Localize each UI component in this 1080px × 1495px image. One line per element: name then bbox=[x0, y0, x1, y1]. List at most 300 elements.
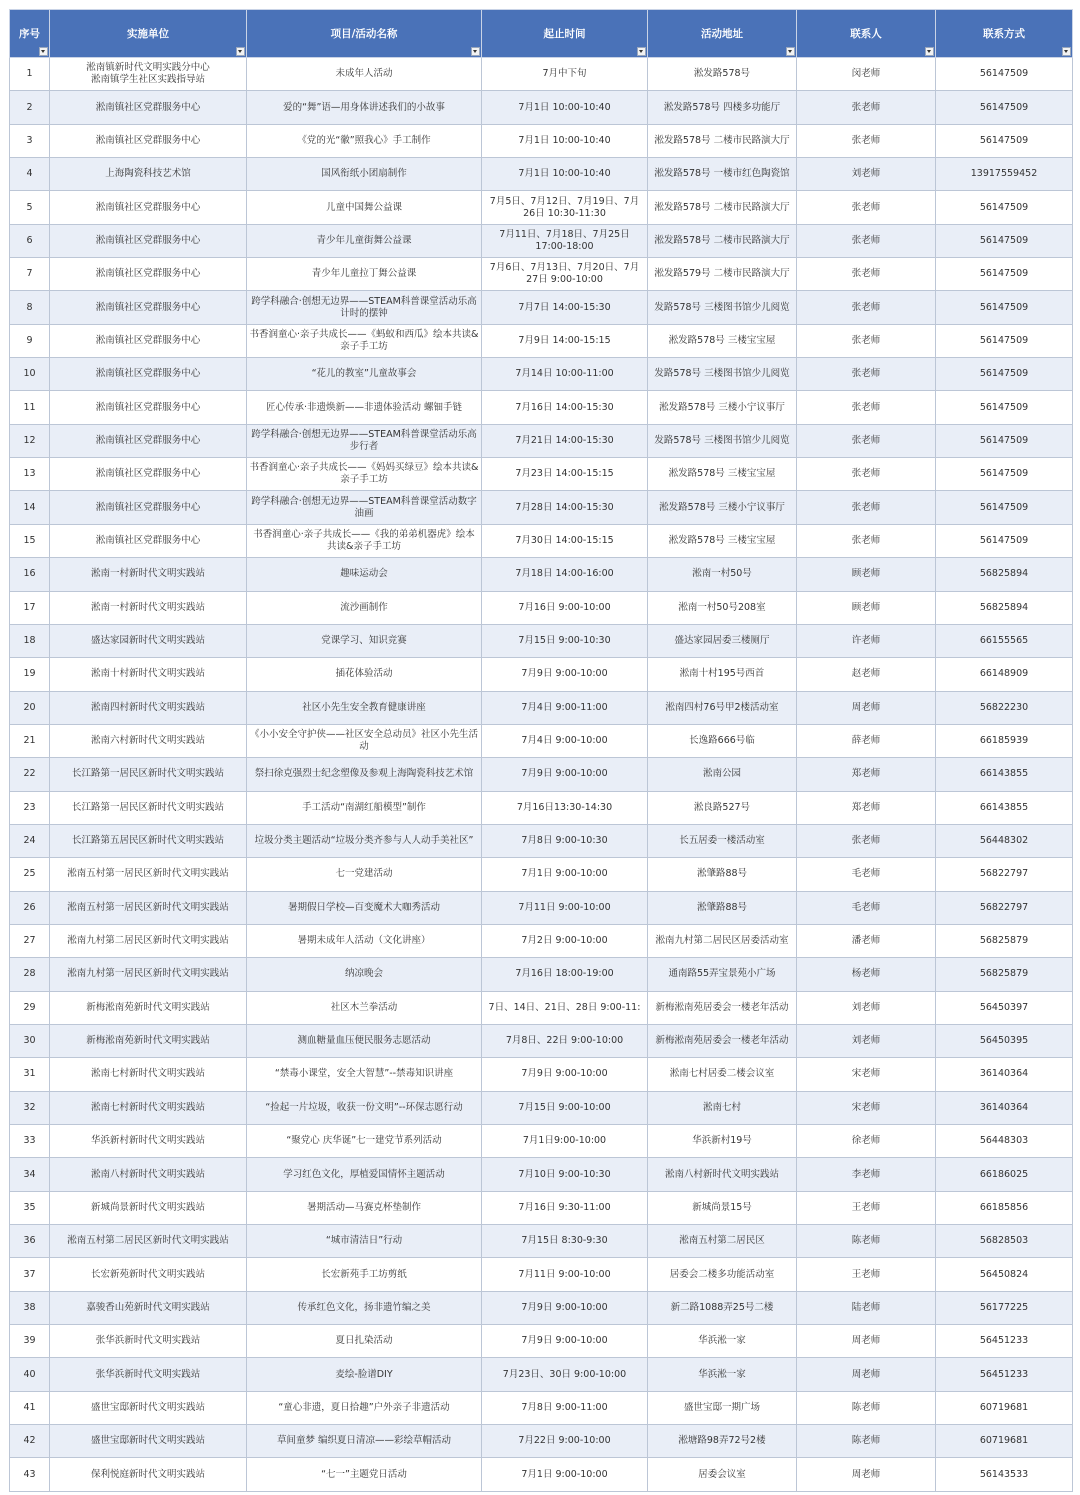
cell-organizer: 盛达家园新时代文明实践站 bbox=[50, 624, 247, 657]
cell-activity-name: 爱的“舞”语—用身体讲述我们的小故事 bbox=[247, 91, 482, 124]
cell-index: 32 bbox=[10, 1091, 50, 1124]
cell-time: 7月16日 9:30-11:00 bbox=[482, 1191, 648, 1224]
cell-activity-name: 跨学科融合·创想无边界——STEAM科普课堂活动数字油画 bbox=[247, 491, 482, 524]
cell-contact-person: 宋老师 bbox=[797, 1091, 936, 1124]
cell-index: 42 bbox=[10, 1425, 50, 1458]
table-row bbox=[10, 791, 1073, 824]
cell-contact-person: 周老师 bbox=[797, 1358, 936, 1391]
column-header-time bbox=[482, 10, 648, 58]
cell-contact-phone: 66155565 bbox=[936, 624, 1073, 657]
dropdown-filter-icon[interactable] bbox=[39, 47, 48, 56]
cell-contact-person: 张老师 bbox=[797, 258, 936, 291]
cell-contact-phone: 60719681 bbox=[936, 1425, 1073, 1458]
cell-organizer: 淞南镇新时代文明实践分中心 淞南镇学生社区实践指导站 bbox=[50, 58, 247, 91]
column-header-label: 联系人 bbox=[850, 28, 882, 40]
cell-index: 19 bbox=[10, 658, 50, 691]
cell-organizer: 长江路第一居民区新时代文明实践站 bbox=[50, 758, 247, 791]
column-header-organizer bbox=[50, 10, 247, 58]
cell-address: 淞发路578号 三楼小宁议事厅 bbox=[648, 491, 797, 524]
cell-contact-phone: 56147509 bbox=[936, 58, 1073, 91]
cell-contact-phone: 56828503 bbox=[936, 1225, 1073, 1258]
cell-time: 7月8日、22日 9:00-10:00 bbox=[482, 1024, 648, 1057]
cell-index: 31 bbox=[10, 1058, 50, 1091]
cell-contact-phone: 56450824 bbox=[936, 1258, 1073, 1291]
cell-time: 7月1日 9:00-10:00 bbox=[482, 1458, 648, 1491]
cell-address: 发路578号 三楼图书馆少儿阅览 bbox=[648, 358, 797, 391]
table-row bbox=[10, 458, 1073, 491]
cell-address: 淞发路578号 一楼市红色陶瓷馆 bbox=[648, 158, 797, 191]
cell-organizer: 淞南镇社区党群服务中心 bbox=[50, 391, 247, 424]
cell-address: 淞发路578号 二楼市民路演大厅 bbox=[648, 191, 797, 224]
cell-index: 18 bbox=[10, 624, 50, 657]
table-row bbox=[10, 624, 1073, 657]
cell-organizer: 淞南八村新时代文明实践站 bbox=[50, 1158, 247, 1191]
cell-index: 23 bbox=[10, 791, 50, 824]
cell-contact-person: 闵老师 bbox=[797, 58, 936, 91]
cell-contact-phone: 56147509 bbox=[936, 291, 1073, 324]
cell-index: 38 bbox=[10, 1291, 50, 1324]
cell-activity-name: “聚党心 庆华诞”七一建党节系列活动 bbox=[247, 1125, 482, 1158]
cell-index: 21 bbox=[10, 724, 50, 757]
cell-address: 发路578号 三楼图书馆少儿阅览 bbox=[648, 424, 797, 457]
cell-contact-phone: 56825894 bbox=[936, 591, 1073, 624]
cell-contact-person: 刘老师 bbox=[797, 1024, 936, 1057]
cell-contact-person: 张老师 bbox=[797, 458, 936, 491]
table-row bbox=[10, 1391, 1073, 1424]
cell-organizer: 淞南一村新时代文明实践站 bbox=[50, 591, 247, 624]
table-row bbox=[10, 91, 1073, 124]
cell-index: 40 bbox=[10, 1358, 50, 1391]
cell-address: 华浜新村19号 bbox=[648, 1125, 797, 1158]
table-row bbox=[10, 891, 1073, 924]
cell-address: 发路578号 三楼图书馆少儿阅览 bbox=[648, 291, 797, 324]
cell-organizer: 淞南镇社区党群服务中心 bbox=[50, 124, 247, 157]
cell-time: 7月9日 14:00-15:15 bbox=[482, 324, 648, 357]
cell-contact-person: 刘老师 bbox=[797, 158, 936, 191]
cell-time: 7月4日 9:00-11:00 bbox=[482, 691, 648, 724]
column-header-activity-name bbox=[247, 10, 482, 58]
table-row bbox=[10, 691, 1073, 724]
table-row bbox=[10, 124, 1073, 157]
table-row bbox=[10, 1191, 1073, 1224]
cell-time: 7月11日、7月18日、7月25日 17:00-18:00 bbox=[482, 224, 648, 257]
cell-address: 淞良路527号 bbox=[648, 791, 797, 824]
cell-activity-name: 匠心传承·非遗焕新——非遗体验活动 螺钿手链 bbox=[247, 391, 482, 424]
cell-time: 7月16日 9:00-10:00 bbox=[482, 591, 648, 624]
table-row bbox=[10, 591, 1073, 624]
cell-activity-name: 学习红色文化，厚植爱国情怀主题活动 bbox=[247, 1158, 482, 1191]
cell-address: 华浜淞一家 bbox=[648, 1325, 797, 1358]
cell-time: 7月9日 9:00-10:00 bbox=[482, 658, 648, 691]
cell-time: 7月1日 10:00-10:40 bbox=[482, 158, 648, 191]
cell-address: 淞发路578号 三楼宝宝屋 bbox=[648, 524, 797, 557]
cell-activity-name: “城市清洁日”行动 bbox=[247, 1225, 482, 1258]
table-row bbox=[10, 358, 1073, 391]
column-header-label: 起止时间 bbox=[543, 28, 586, 40]
cell-organizer: 淞南镇社区党群服务中心 bbox=[50, 358, 247, 391]
activity-table bbox=[9, 9, 1073, 1492]
cell-contact-phone: 56147509 bbox=[936, 524, 1073, 557]
cell-contact-phone: 56147509 bbox=[936, 391, 1073, 424]
cell-organizer: 盛世宝邸新时代文明实践站 bbox=[50, 1425, 247, 1458]
table-row bbox=[10, 658, 1073, 691]
cell-index: 17 bbox=[10, 591, 50, 624]
table-row bbox=[10, 191, 1073, 224]
column-header-label: 活动地址 bbox=[701, 28, 743, 40]
cell-contact-phone: 56147509 bbox=[936, 424, 1073, 457]
dropdown-filter-icon[interactable] bbox=[471, 47, 480, 56]
cell-organizer: 淞南七村新时代文明实践站 bbox=[50, 1091, 247, 1124]
cell-time: 7月9日 9:00-10:00 bbox=[482, 758, 648, 791]
table-row bbox=[10, 824, 1073, 857]
cell-time: 7月15日 9:00-10:00 bbox=[482, 1091, 648, 1124]
cell-organizer: 新梅淞南苑新时代文明实践站 bbox=[50, 991, 247, 1024]
cell-address: 华浜淞一家 bbox=[648, 1358, 797, 1391]
cell-contact-phone: 66143855 bbox=[936, 758, 1073, 791]
cell-contact-person: 陈老师 bbox=[797, 1225, 936, 1258]
cell-time: 7月8日 9:00-10:30 bbox=[482, 824, 648, 857]
cell-address: 淞发路578号 三楼小宁议事厅 bbox=[648, 391, 797, 424]
cell-time: 7月2日 9:00-10:00 bbox=[482, 924, 648, 957]
cell-contact-person: 许老师 bbox=[797, 624, 936, 657]
cell-contact-person: 张老师 bbox=[797, 524, 936, 557]
cell-contact-person: 周老师 bbox=[797, 1458, 936, 1491]
cell-index: 25 bbox=[10, 858, 50, 891]
table-row bbox=[10, 424, 1073, 457]
cell-index: 4 bbox=[10, 158, 50, 191]
cell-index: 29 bbox=[10, 991, 50, 1024]
dropdown-filter-icon[interactable] bbox=[1062, 47, 1071, 56]
cell-address: 淞南五村第二居民区 bbox=[648, 1225, 797, 1258]
cell-contact-person: 周老师 bbox=[797, 1325, 936, 1358]
cell-organizer: 淞南镇社区党群服务中心 bbox=[50, 191, 247, 224]
cell-address: 淞南四村76号甲2楼活动室 bbox=[648, 691, 797, 724]
cell-index: 16 bbox=[10, 558, 50, 591]
cell-organizer: 淞南七村新时代文明实践站 bbox=[50, 1058, 247, 1091]
cell-activity-name: 跨学科融合·创想无边界——STEAM科普课堂活动乐高 计时的摆钟 bbox=[247, 291, 482, 324]
cell-address: 新梅淞南苑居委会一楼老年活动 bbox=[648, 1024, 797, 1057]
cell-index: 13 bbox=[10, 458, 50, 491]
column-header-contact-person bbox=[797, 10, 936, 58]
cell-index: 14 bbox=[10, 491, 50, 524]
cell-contact-person: 陈老师 bbox=[797, 1391, 936, 1424]
cell-time: 7月11日 9:00-10:00 bbox=[482, 1258, 648, 1291]
cell-organizer: 张华浜新时代文明实践站 bbox=[50, 1358, 247, 1391]
cell-address: 淞发路578号 二楼市民路演大厅 bbox=[648, 224, 797, 257]
cell-contact-phone: 56450395 bbox=[936, 1024, 1073, 1057]
cell-index: 7 bbox=[10, 258, 50, 291]
cell-time: 7月15日 9:00-10:30 bbox=[482, 624, 648, 657]
cell-organizer: 淞南镇社区党群服务中心 bbox=[50, 291, 247, 324]
header-row bbox=[10, 10, 1073, 58]
cell-activity-name: 七一党建活动 bbox=[247, 858, 482, 891]
cell-activity-name: 祭扫徐克强烈士纪念塑像及参观上海陶瓷科技艺术馆 bbox=[247, 758, 482, 791]
cell-organizer: 盛世宝邸新时代文明实践站 bbox=[50, 1391, 247, 1424]
cell-organizer: 淞南四村新时代文明实践站 bbox=[50, 691, 247, 724]
cell-organizer: 淞南镇社区党群服务中心 bbox=[50, 91, 247, 124]
cell-time: 7月1日 10:00-10:40 bbox=[482, 124, 648, 157]
cell-address: 盛达家园居委三楼厕厅 bbox=[648, 624, 797, 657]
column-header-label: 项目/活动名称 bbox=[330, 28, 398, 40]
cell-contact-person: 郑老师 bbox=[797, 791, 936, 824]
cell-index: 15 bbox=[10, 524, 50, 557]
cell-activity-name: 暑期假日学校—百变魔术大咖秀活动 bbox=[247, 891, 482, 924]
column-header-index bbox=[10, 10, 50, 58]
cell-contact-phone: 56450397 bbox=[936, 991, 1073, 1024]
cell-time: 7月9日 9:00-10:00 bbox=[482, 1325, 648, 1358]
cell-contact-phone: 56825894 bbox=[936, 558, 1073, 591]
cell-index: 6 bbox=[10, 224, 50, 257]
cell-time: 7月23日 14:00-15:15 bbox=[482, 458, 648, 491]
cell-index: 30 bbox=[10, 1024, 50, 1057]
table-row bbox=[10, 1258, 1073, 1291]
cell-index: 27 bbox=[10, 924, 50, 957]
cell-address: 新城尚景15号 bbox=[648, 1191, 797, 1224]
cell-time: 7月16日 14:00-15:30 bbox=[482, 391, 648, 424]
cell-index: 26 bbox=[10, 891, 50, 924]
cell-contact-person: 张老师 bbox=[797, 324, 936, 357]
table-row bbox=[10, 1024, 1073, 1057]
cell-activity-name: “禁毒小课堂，安全大智慧”--禁毒知识讲座 bbox=[247, 1058, 482, 1091]
table-row bbox=[10, 924, 1073, 957]
cell-index: 9 bbox=[10, 324, 50, 357]
cell-time: 7月18日 14:00-16:00 bbox=[482, 558, 648, 591]
cell-address: 淞发路578号 四楼多功能厅 bbox=[648, 91, 797, 124]
cell-activity-name: 夏日扎染活动 bbox=[247, 1325, 482, 1358]
table-row bbox=[10, 291, 1073, 324]
cell-contact-phone: 56448302 bbox=[936, 824, 1073, 857]
cell-activity-name: 《党的光“徽”照我心》手工制作 bbox=[247, 124, 482, 157]
cell-time: 7月16日 18:00-19:00 bbox=[482, 958, 648, 991]
cell-contact-person: 王老师 bbox=[797, 1258, 936, 1291]
cell-contact-phone: 36140364 bbox=[936, 1091, 1073, 1124]
cell-organizer: 长江路第一居民区新时代文明实践站 bbox=[50, 791, 247, 824]
cell-contact-person: 张老师 bbox=[797, 358, 936, 391]
cell-address: 淞发路578号 三楼宝宝屋 bbox=[648, 458, 797, 491]
activity-schedule-sheet bbox=[9, 9, 1072, 1492]
cell-contact-phone: 56147509 bbox=[936, 458, 1073, 491]
cell-index: 28 bbox=[10, 958, 50, 991]
cell-organizer: 淞南九村第一居民区新时代文明实践站 bbox=[50, 958, 247, 991]
cell-contact-person: 张老师 bbox=[797, 91, 936, 124]
cell-activity-name: 暑期未成年人活动（文化讲座） bbox=[247, 924, 482, 957]
cell-organizer: 淞南镇社区党群服务中心 bbox=[50, 258, 247, 291]
dropdown-filter-icon[interactable] bbox=[925, 47, 934, 56]
cell-contact-person: 潘老师 bbox=[797, 924, 936, 957]
cell-activity-name: 插花体验活动 bbox=[247, 658, 482, 691]
cell-contact-person: 顾老师 bbox=[797, 591, 936, 624]
cell-activity-name: 流沙画制作 bbox=[247, 591, 482, 624]
cell-index: 22 bbox=[10, 758, 50, 791]
cell-index: 37 bbox=[10, 1258, 50, 1291]
cell-activity-name: 测血糖量血压便民服务志愿活动 bbox=[247, 1024, 482, 1057]
cell-time: 7月10日 9:00-10:30 bbox=[482, 1158, 648, 1191]
cell-contact-phone: 56451233 bbox=[936, 1358, 1073, 1391]
table-row bbox=[10, 158, 1073, 191]
cell-contact-phone: 66185939 bbox=[936, 724, 1073, 757]
table-body bbox=[10, 58, 1073, 1492]
cell-time: 7月22日 9:00-10:00 bbox=[482, 1425, 648, 1458]
cell-time: 7月7日 14:00-15:30 bbox=[482, 291, 648, 324]
cell-contact-person: 徐老师 bbox=[797, 1125, 936, 1158]
cell-contact-phone: 56147509 bbox=[936, 124, 1073, 157]
table-row bbox=[10, 224, 1073, 257]
cell-contact-phone: 66143855 bbox=[936, 791, 1073, 824]
table-row bbox=[10, 1125, 1073, 1158]
cell-address: 通南路55弄宝景苑小广场 bbox=[648, 958, 797, 991]
cell-activity-name: 长宏新苑手工坊剪纸 bbox=[247, 1258, 482, 1291]
cell-time: 7月6日、7月13日、7月20日、7月27日 9:00-10:00 bbox=[482, 258, 648, 291]
cell-contact-phone: 66185856 bbox=[936, 1191, 1073, 1224]
table-row bbox=[10, 524, 1073, 557]
cell-contact-person: 杨老师 bbox=[797, 958, 936, 991]
cell-address: 淞发路578号 三楼宝宝屋 bbox=[648, 324, 797, 357]
cell-organizer: 淞南六村新时代文明实践站 bbox=[50, 724, 247, 757]
dropdown-filter-icon[interactable] bbox=[236, 47, 245, 56]
cell-activity-name: 纳凉晚会 bbox=[247, 958, 482, 991]
table-row bbox=[10, 324, 1073, 357]
cell-contact-person: 张老师 bbox=[797, 191, 936, 224]
cell-time: 7月28日 14:00-15:30 bbox=[482, 491, 648, 524]
cell-activity-name: “七一”主题党日活动 bbox=[247, 1458, 482, 1491]
cell-time: 7月1日 10:00-10:40 bbox=[482, 91, 648, 124]
column-header-label: 联系方式 bbox=[983, 28, 1025, 40]
column-header-address bbox=[648, 10, 797, 58]
cell-contact-phone: 56147509 bbox=[936, 191, 1073, 224]
cell-time: 7月16日13:30-14:30 bbox=[482, 791, 648, 824]
cell-address: 淞南九村第二居民区居委活动室 bbox=[648, 924, 797, 957]
cell-contact-phone: 56147509 bbox=[936, 224, 1073, 257]
cell-address: 淞南公园 bbox=[648, 758, 797, 791]
table-row bbox=[10, 1158, 1073, 1191]
cell-address: 淞南一村50号 bbox=[648, 558, 797, 591]
cell-contact-person: 张老师 bbox=[797, 491, 936, 524]
cell-activity-name: 手工活动“南湖红船模型”制作 bbox=[247, 791, 482, 824]
column-header-label: 序号 bbox=[19, 28, 40, 40]
cell-contact-person: 顾老师 bbox=[797, 558, 936, 591]
cell-contact-phone: 56822797 bbox=[936, 858, 1073, 891]
cell-activity-name: “花儿的教室”儿童故事会 bbox=[247, 358, 482, 391]
cell-organizer: 淞南镇社区党群服务中心 bbox=[50, 324, 247, 357]
cell-contact-phone: 60719681 bbox=[936, 1391, 1073, 1424]
cell-contact-person: 陆老师 bbox=[797, 1291, 936, 1324]
cell-activity-name: 《小小安全守护侠——社区安全总动员》社区小先生活动 bbox=[247, 724, 482, 757]
cell-activity-name: 儿童中国舞公益课 bbox=[247, 191, 482, 224]
cell-time: 7月4日 9:00-10:00 bbox=[482, 724, 648, 757]
table-row bbox=[10, 58, 1073, 91]
cell-index: 8 bbox=[10, 291, 50, 324]
cell-contact-phone: 56147509 bbox=[936, 491, 1073, 524]
cell-contact-phone: 56147509 bbox=[936, 258, 1073, 291]
cell-activity-name: 草间童梦 编织夏日清凉——彩绘草帽活动 bbox=[247, 1425, 482, 1458]
cell-activity-name: 书香润童心·亲子共成长——《我的弟弟机器虎》绘本共读&亲子手工坊 bbox=[247, 524, 482, 557]
cell-index: 1 bbox=[10, 58, 50, 91]
cell-address: 淞南七村 bbox=[648, 1091, 797, 1124]
cell-index: 24 bbox=[10, 824, 50, 857]
cell-organizer: 淞南五村第一居民区新时代文明实践站 bbox=[50, 891, 247, 924]
cell-time: 7日、14日、21日、28日 9:00-11: bbox=[482, 991, 648, 1024]
cell-activity-name: 趣味运动会 bbox=[247, 558, 482, 591]
cell-time: 7月15日 8:30-9:30 bbox=[482, 1225, 648, 1258]
cell-organizer: 新梅淞南苑新时代文明实践站 bbox=[50, 1024, 247, 1057]
cell-time: 7月1日 9:00-10:00 bbox=[482, 858, 648, 891]
cell-contact-phone: 56451233 bbox=[936, 1325, 1073, 1358]
cell-activity-name: 国风衔纸小团扇制作 bbox=[247, 158, 482, 191]
cell-address: 淞南七村居委二楼会议室 bbox=[648, 1058, 797, 1091]
cell-activity-name: 未成年人活动 bbox=[247, 58, 482, 91]
cell-organizer: 上海陶瓷科技艺术馆 bbox=[50, 158, 247, 191]
cell-contact-person: 宋老师 bbox=[797, 1058, 936, 1091]
column-header-label: 实施单位 bbox=[127, 28, 169, 40]
cell-time: 7月21日 14:00-15:30 bbox=[482, 424, 648, 457]
cell-index: 41 bbox=[10, 1391, 50, 1424]
cell-contact-person: 张老师 bbox=[797, 391, 936, 424]
dropdown-filter-icon[interactable] bbox=[786, 47, 795, 56]
table-row bbox=[10, 858, 1073, 891]
table-row bbox=[10, 1091, 1073, 1124]
cell-organizer: 淞南镇社区党群服务中心 bbox=[50, 424, 247, 457]
cell-organizer: 长宏新苑新时代文明实践站 bbox=[50, 1258, 247, 1291]
table-row bbox=[10, 724, 1073, 757]
table-row bbox=[10, 1225, 1073, 1258]
cell-address: 淞发路579号 二楼市民路演大厅 bbox=[648, 258, 797, 291]
cell-contact-person: 薛老师 bbox=[797, 724, 936, 757]
cell-activity-name: 麦绘-脸谱DIY bbox=[247, 1358, 482, 1391]
table-row bbox=[10, 491, 1073, 524]
cell-contact-person: 王老师 bbox=[797, 1191, 936, 1224]
cell-address: 新二路1088弄25号二楼 bbox=[648, 1291, 797, 1324]
cell-contact-person: 郑老师 bbox=[797, 758, 936, 791]
cell-time: 7月5日、7月12日、7月19日、7月26日 10:30-11:30 bbox=[482, 191, 648, 224]
column-header-contact-phone bbox=[936, 10, 1073, 58]
cell-address: 长五居委一楼活动室 bbox=[648, 824, 797, 857]
cell-index: 12 bbox=[10, 424, 50, 457]
table-row bbox=[10, 258, 1073, 291]
cell-organizer: 长江路第五居民区新时代文明实践站 bbox=[50, 824, 247, 857]
cell-address: 淞南十村195号西首 bbox=[648, 658, 797, 691]
cell-organizer: 嘉骏香山苑新时代文明实践站 bbox=[50, 1291, 247, 1324]
cell-contact-phone: 36140364 bbox=[936, 1058, 1073, 1091]
cell-address: 居委会议室 bbox=[648, 1458, 797, 1491]
cell-time: 7月30日 14:00-15:15 bbox=[482, 524, 648, 557]
cell-index: 43 bbox=[10, 1458, 50, 1491]
cell-time: 7月1日9:00-10:00 bbox=[482, 1125, 648, 1158]
cell-time: 7月8日 9:00-11:00 bbox=[482, 1391, 648, 1424]
cell-address: 淞南八村新时代文明实践站 bbox=[648, 1158, 797, 1191]
cell-activity-name: 跨学科融合·创想无边界——STEAM科普课堂活动乐高 步行者 bbox=[247, 424, 482, 457]
cell-time: 7月11日 9:00-10:00 bbox=[482, 891, 648, 924]
cell-address: 淞肇路88号 bbox=[648, 891, 797, 924]
cell-address: 淞肇路88号 bbox=[648, 858, 797, 891]
cell-contact-person: 张老师 bbox=[797, 224, 936, 257]
cell-index: 5 bbox=[10, 191, 50, 224]
table-row bbox=[10, 958, 1073, 991]
cell-organizer: 淞南镇社区党群服务中心 bbox=[50, 458, 247, 491]
dropdown-filter-icon[interactable] bbox=[637, 47, 646, 56]
table-row bbox=[10, 1458, 1073, 1491]
table-row bbox=[10, 391, 1073, 424]
cell-index: 33 bbox=[10, 1125, 50, 1158]
cell-contact-person: 毛老师 bbox=[797, 858, 936, 891]
cell-organizer: 张华浜新时代文明实践站 bbox=[50, 1325, 247, 1358]
cell-activity-name: 垃圾分类主题活动“垃圾分类齐参与人人动手美社区” bbox=[247, 824, 482, 857]
cell-contact-person: 张老师 bbox=[797, 424, 936, 457]
cell-address: 长逸路666号临 bbox=[648, 724, 797, 757]
cell-organizer: 淞南一村新时代文明实践站 bbox=[50, 558, 247, 591]
table-row bbox=[10, 1425, 1073, 1458]
cell-activity-name: 青少年儿童拉丁舞公益课 bbox=[247, 258, 482, 291]
cell-contact-phone: 56147509 bbox=[936, 91, 1073, 124]
